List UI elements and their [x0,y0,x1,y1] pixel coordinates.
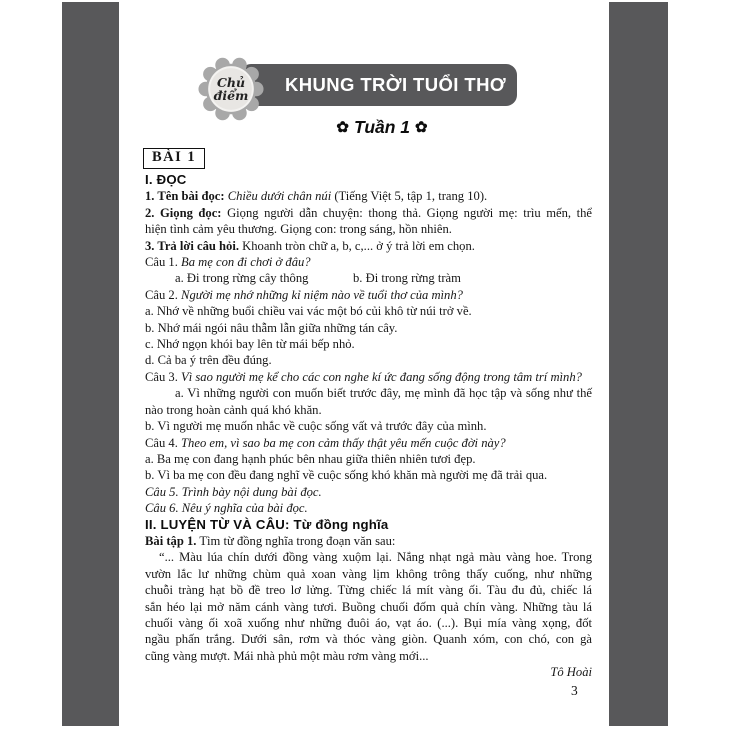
passage-line: ngầu phấn trắng. Dưới sân, rơm và thóc vàng giòn. Quanh xóm, con chó, con gà [145,632,592,647]
answer-option: b. Nhớ mái ngói nâu thẫm lẫn giữa những tán cây. [145,320,398,335]
passage-line: sắn héo lại mở năm cánh vàng tươi. Buồng chuối đốm quả chín vàng. Những tàu lá [145,599,592,614]
answer-option: b. Vì ba mẹ con đều đang nghĩ về cuộc sống khó khăn mà người mẹ đã trải qua. [145,468,548,483]
answer-option: a. Nhớ về những buổi chiều vai vác một bó củi khô từ núi trở về. [145,304,472,319]
question-text: Người mẹ nhớ những kỉ niệm nào về tuổi thơ của mình? [181,287,463,302]
topic-banner: KHUNG TRỜI TUỔI THƠ [240,64,517,106]
answer-option: d. Cả ba ý trên đều đúng. [145,353,272,368]
week-heading [119,117,609,138]
badge-word-bottom: điểm [213,88,249,103]
question-text: Ba mẹ con đi chơi ở đâu? [181,255,311,270]
week-label: Tuần 1 [353,117,411,137]
question-4 [145,435,592,451]
lesson-badge: BÀI 1 [143,148,205,169]
read-item-title [145,188,592,204]
page-number: 3 [571,683,578,698]
passage-line: cũng vàng mượt. Mái nhà phủ một màu rơm vàng mới... [145,648,429,663]
answer-option: b. Vì người mẹ muốn nhắc về cuộc sống vất vả trước đây của mình. [145,419,487,434]
topic-badge [197,55,265,123]
question-1-options [145,270,592,286]
exercise-task: Bài tập 1. Tìm từ đồng nghĩa trong đoạn văn sau: [145,533,396,548]
topic-badge-label [197,55,265,123]
answer-option-continuation: nào trong hoàn cảnh quá khó khăn. [145,402,322,417]
task-label: Bài tập 1. [145,533,197,548]
question-label: Câu 3. [145,369,178,384]
answer-option: a. Ba mẹ con đang hạnh phúc bên nhau giữa thiên nhiên tươi đẹp. [145,451,476,466]
passage-line: “... Màu lúa chín dưới đồng vàng xuộm lại. Nắng nhạt ngả màu vàng hoe. Trong [159,550,592,565]
read-item-answer: 3. Trả lời câu hỏi. Khoanh tròn chữ a, b, c,... ở ý trả lời em chọn. [145,238,475,253]
read-item-voice-line2: hiện tình cảm yêu thương. Giọng con: trong sáng, hồn nhiên. [145,222,452,237]
passage-author: Tô Hoài [550,665,592,680]
answer-option: a. Vì những người con muốn biết trước đây, mẹ mình đã học tập và sống như thế [175,386,592,401]
read-item-voice-line1: 2. Giọng đọc: Giọng người dẫn chuyện: thong thả. Giọng người mẹ: trìu mến, thể [145,205,592,220]
left-margin-bar [62,2,119,726]
flower-icon: ✿ [336,119,349,136]
question-text: Vì sao người mẹ kể cho các con nghe kí ức đang sống động trong tâm trí mình? [181,369,582,384]
right-margin-bar [609,2,668,726]
flower-icon: ✿ [415,119,428,136]
reading-source: (Tiếng Việt 5, tập 1, trang 10). [334,189,488,204]
passage-line: chuỗi tràng hạt bồ đề treo lơ lửng. Từng chiếc lá mít vàng ối. Tàu đu đủ, chiếc lá [145,583,592,598]
item-label: 2. Giọng đọc: [145,205,222,220]
question-5: Câu 5. Trình bày nội dung bài đọc. [145,484,322,499]
document-body [145,172,592,681]
section-heading-read: I. ĐỌC [145,172,187,187]
item-label: 3. Trả lời câu hỏi. [145,238,239,253]
answer-option: a. Đi trong rừng cây thông [175,271,309,286]
passage-line: vườn lắc lư những chùm quả xoan vàng lịm không trông thấy cuống, như những [145,566,592,581]
passage-line: chuối vàng ối xoã xuống như những đuôi áo, vạt áo. (...). Bụi mía vàng xọng, đốt [145,615,592,630]
question-text: Theo em, vì sao ba mẹ con cảm thấy thật yêu mến cuộc đời này? [181,435,506,450]
question-1 [145,254,592,270]
question-2 [145,287,592,303]
question-label: Câu 2. [145,287,178,302]
question-label: Câu 1. [145,255,178,270]
section-heading-practice: II. LUYỆN TỪ VÀ CÂU: Từ đồng nghĩa [145,516,389,532]
reading-title: Chiều dưới chân núi [227,189,332,204]
question-3 [145,369,592,385]
answer-option: c. Nhớ ngọn khói bay lên từ mái bếp nhỏ. [145,337,355,352]
item-label: 1. Tên bài đọc: [145,189,225,204]
badge-word-top: Chủ [216,75,246,90]
question-label: Câu 4. [145,435,178,450]
answer-option: b. Đi trong rừng tràm [353,271,461,286]
question-6: Câu 6. Nêu ý nghĩa của bài đọc. [145,501,308,516]
